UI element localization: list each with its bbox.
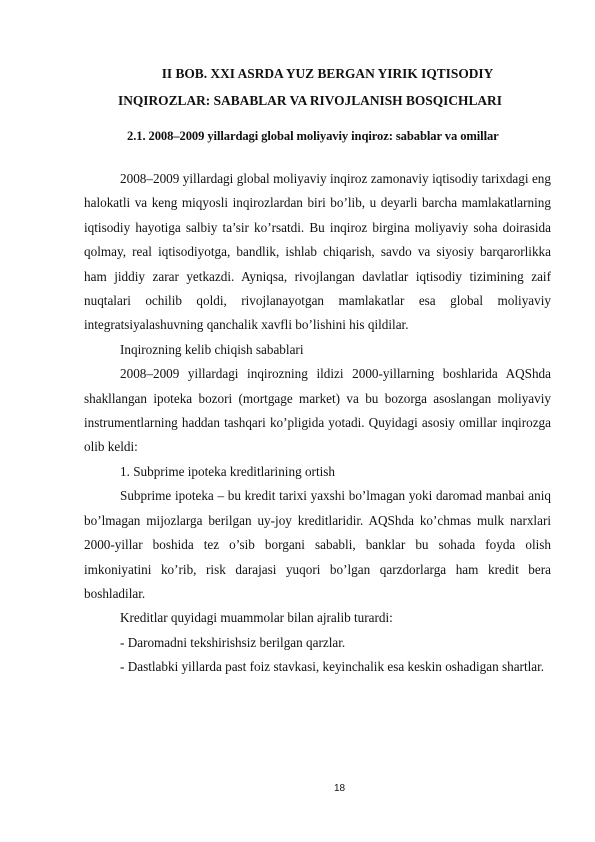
section-heading: 2.1. 2008–2009 yillardagi global moliyaviy inqiroz: sabablar va omillar xyxy=(127,129,499,143)
list-item-income: - Daromadni tekshirishsiz berilgan qarzlar. xyxy=(120,634,346,650)
body-text xyxy=(84,167,551,680)
subheading-causes: Inqirozning kelib chiqish sabablari xyxy=(120,341,304,357)
paragraph-subprime: Subprime ipoteka – bu kredit tarixi yaxshi bo’lmagan yoki daromad manbai aniq bo’lmagan mijozlarga berilgan uy-joy kreditlaridir. AQShda ko’chmas mulk narxlari 2000-yillar boshida tez o’sib borgani sababli, banklar bu sohada foyda olish imkoniyatini ko’rib, risk darajasi yuqori bo’lgan qarzdorlarga ham kredit bera boshladilar. xyxy=(84,488,551,601)
page-number: 18 xyxy=(333,783,346,794)
subheading-subprime: 1. Subprime ipoteka kreditlarining ortish xyxy=(120,463,335,479)
list-item-interest: - Dastlabki yillarda past foiz stavkasi, keyinchalik esa keskin oshadigan shartlar. xyxy=(120,659,545,675)
chapter-title-line-2: INQIROZLAR: SABABLAR VA RIVOJLANISH BOSQICHLARI xyxy=(118,93,502,108)
paragraph-root-cause: 2008–2009 yillardagi inqirozning ildizi 2000-yillarning boshlarida AQShda shakllangan ipoteka bozori (mortgage market) va bu bozorga asoslangan moliyaviy instrumentlarning haddan tashqari ko’pligida yotadi. Quyidagi asosiy omillar inqirozga olib keldi: xyxy=(84,366,551,455)
paragraph-problems-intro: Kreditlar quyidagi muammolar bilan ajralib turardi: xyxy=(120,610,393,626)
chapter-title-line-1: II BOB. XXI ASRDA YUZ BERGAN YIRIK IQTISODIY xyxy=(161,66,494,81)
paragraph-intro: 2008–2009 yillardagi global moliyaviy inqiroz zamonaviy iqtisodiy tarixdagi eng halokatli va keng miqyosli inqirozlardan biri bo’lib, u deyarli barcha mamlakatlarning iqtisodiy hayotiga salbiy ta’sir ko’rsatdi. Bu inqiroz birgina moliyaviy soha doirasida qolmay, real iqtisodiyotga, bandlik, ishlab chiqarish, savdo va siyosiy barqarorlikka ham jiddiy zarar yetkazdi. Ayniqsa, rivojlangan davlatlar iqtisodiy tizimining zaif nuqtalari ochilib qoldi, rivojlanayotgan mamlakatlar esa global moliyaviy integratsiyalashuvning qanchalik xavfli bo’lishini his qildilar. xyxy=(84,171,551,333)
